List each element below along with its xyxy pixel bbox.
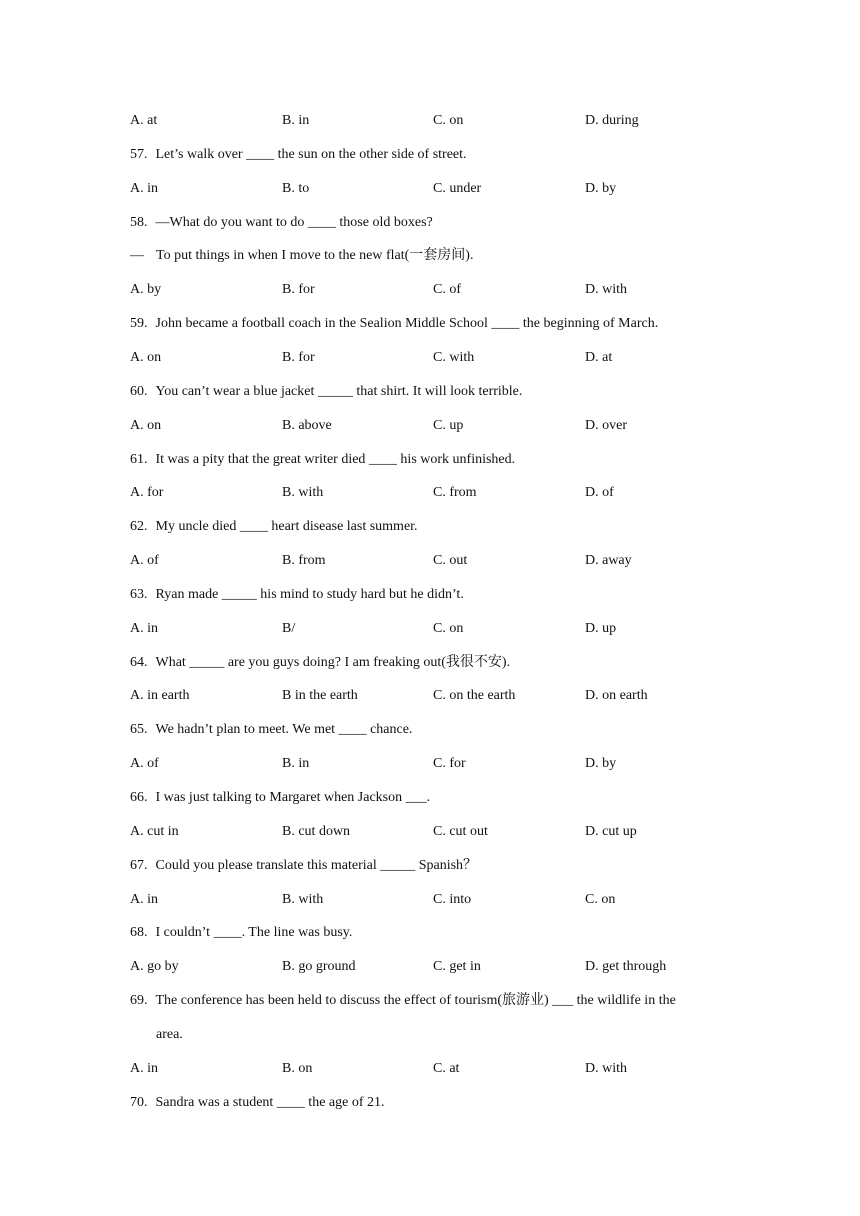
question-number: 60.: [130, 383, 148, 399]
option-d: D. during: [585, 113, 639, 128]
option-c: C. of: [433, 282, 461, 298]
option-c: C. into: [433, 891, 472, 907]
question-text: It was a pity that the great writer died ____ his work unfinished.: [155, 451, 516, 467]
option-b: B. cut down: [282, 823, 351, 839]
option-d: D. by: [585, 756, 617, 772]
option-a: A. on: [130, 349, 162, 365]
question-number: 61.: [130, 451, 148, 467]
question-number: 62.: [130, 519, 148, 535]
question-text: Let’s walk over ____ the sun on the other side of street.: [155, 146, 467, 162]
answer-options-row: [130, 280, 730, 300]
option-b: B. go ground: [282, 959, 356, 975]
option-d: D. with: [585, 1060, 627, 1076]
option-d: D. of: [585, 485, 614, 501]
answer-options-row: [130, 416, 730, 436]
question-number: 65.: [130, 722, 148, 738]
option-a: A. in: [130, 891, 158, 907]
question-text: The conference has been held to discuss the effect of tourism(旅游业) ___ the wildlife in the: [155, 993, 676, 1009]
question-line: [130, 314, 658, 334]
question-line: [130, 991, 676, 1011]
option-b: B in the earth: [282, 688, 358, 704]
option-a: A. in earth: [130, 688, 190, 704]
question-text: You can’t wear a blue jacket _____ that shirt. It will look terrible.: [155, 383, 523, 399]
answer-options-row: [130, 957, 730, 977]
question-text: My uncle died ____ heart disease last summer.: [155, 519, 418, 535]
question-line: [130, 856, 477, 876]
option-a: A. in: [130, 180, 158, 196]
question-text: —What do you want to do ____ those old boxes?: [155, 214, 433, 230]
question-text: Ryan made _____ his mind to study hard but he didn’t.: [155, 586, 464, 602]
question-number: 70.: [130, 1094, 148, 1110]
question-text: Sandra was a student ____ the age of 21.: [155, 1094, 385, 1110]
dialog-reply-line: [130, 246, 473, 266]
question-line: [130, 450, 515, 470]
question-continuation: [130, 1025, 183, 1045]
question-number: 67.: [130, 857, 148, 873]
question-line: [130, 720, 412, 740]
answer-options-row: [130, 619, 730, 639]
option-b: B. on: [282, 1060, 313, 1076]
option-c: C. out: [433, 553, 468, 569]
option-d: D. get through: [585, 959, 667, 975]
dialog-text: To put things in when I move to the new flat(一套房间).: [156, 248, 474, 264]
option-d: C. on: [585, 891, 616, 907]
question-number: 64.: [130, 654, 148, 670]
option-c: C. on the earth: [433, 688, 516, 704]
question-number: 63.: [130, 586, 148, 602]
question-text: I couldn’t ____. The line was busy.: [155, 925, 353, 941]
question-text: John became a football coach in the Sealion Middle School ____ the beginning of March.: [155, 316, 659, 332]
option-b: B. above: [282, 417, 332, 433]
answer-options-row: [130, 111, 730, 131]
answer-options-row: [130, 754, 730, 774]
question-text: Could you please translate this material _____ Spanish？: [155, 857, 478, 873]
dialog-dash: —: [130, 248, 144, 264]
question-text: I was just talking to Margaret when Jackson ___.: [155, 790, 431, 805]
option-a: A. in: [130, 1060, 158, 1076]
question-line: [130, 517, 418, 537]
option-b: B. in: [282, 756, 310, 772]
question-line: [130, 382, 522, 402]
answer-options-row: [130, 179, 730, 199]
question-line: [130, 653, 510, 673]
option-c: C. get in: [433, 959, 481, 975]
question-number: 58.: [130, 214, 148, 230]
question-text: What _____ are you guys doing? I am freaking out(我很不安).: [155, 654, 511, 670]
option-c: C. with: [433, 349, 475, 365]
option-c: C. cut out: [433, 823, 488, 839]
answer-options-row: [130, 483, 730, 503]
question-line: [130, 585, 464, 605]
option-c: C. up: [433, 417, 464, 433]
question-line: [130, 788, 430, 808]
option-b: B/: [282, 620, 296, 636]
answer-options-row: [130, 822, 730, 842]
option-c: C. for: [433, 756, 466, 772]
option-d: D. on earth: [585, 688, 648, 704]
question-number: 59.: [130, 316, 148, 332]
answer-options-row: [130, 348, 730, 368]
answer-options-row: [130, 551, 730, 571]
option-c: C. at: [433, 1060, 460, 1076]
option-c: C. on: [433, 620, 464, 636]
option-b: B. in: [282, 113, 310, 128]
option-a: A. of: [130, 553, 159, 569]
option-d: D. with: [585, 282, 627, 298]
option-a: A. in: [130, 620, 158, 636]
option-a: A. on: [130, 417, 162, 433]
question-line: [130, 145, 467, 165]
option-c: C. under: [433, 180, 482, 196]
option-c: C. from: [433, 485, 477, 501]
option-b: B. with: [282, 485, 324, 501]
answer-options-row: [130, 890, 730, 910]
option-c: C. on: [433, 113, 464, 128]
question-number: 68.: [130, 925, 148, 941]
option-a: A. cut in: [130, 823, 179, 839]
option-a: A. at: [130, 113, 158, 128]
answer-options-row: [130, 686, 730, 706]
option-d: D. up: [585, 620, 617, 636]
option-a: A. of: [130, 756, 159, 772]
question-number: 66.: [130, 790, 148, 805]
question-text-continued: area.: [156, 1026, 183, 1042]
option-b: B. from: [282, 553, 326, 569]
option-d: D. away: [585, 553, 632, 569]
option-d: D. at: [585, 349, 613, 365]
question-line: [130, 213, 433, 233]
option-b: B. for: [282, 349, 315, 365]
option-b: B. to: [282, 180, 310, 196]
question-number: 57.: [130, 146, 148, 162]
option-d: D. over: [585, 417, 627, 433]
option-d: D. by: [585, 180, 617, 196]
option-d: D. cut up: [585, 823, 637, 839]
option-a: A. for: [130, 485, 164, 501]
option-b: B. with: [282, 891, 324, 907]
question-number: 69.: [130, 993, 148, 1009]
question-line: [130, 1093, 385, 1113]
option-a: A. go by: [130, 959, 179, 975]
question-line: [130, 923, 352, 943]
question-text: We hadn’t plan to meet. We met ____ chance.: [155, 722, 413, 738]
option-a: A. by: [130, 282, 162, 298]
option-b: B. for: [282, 282, 315, 298]
answer-options-row: [130, 1059, 730, 1079]
